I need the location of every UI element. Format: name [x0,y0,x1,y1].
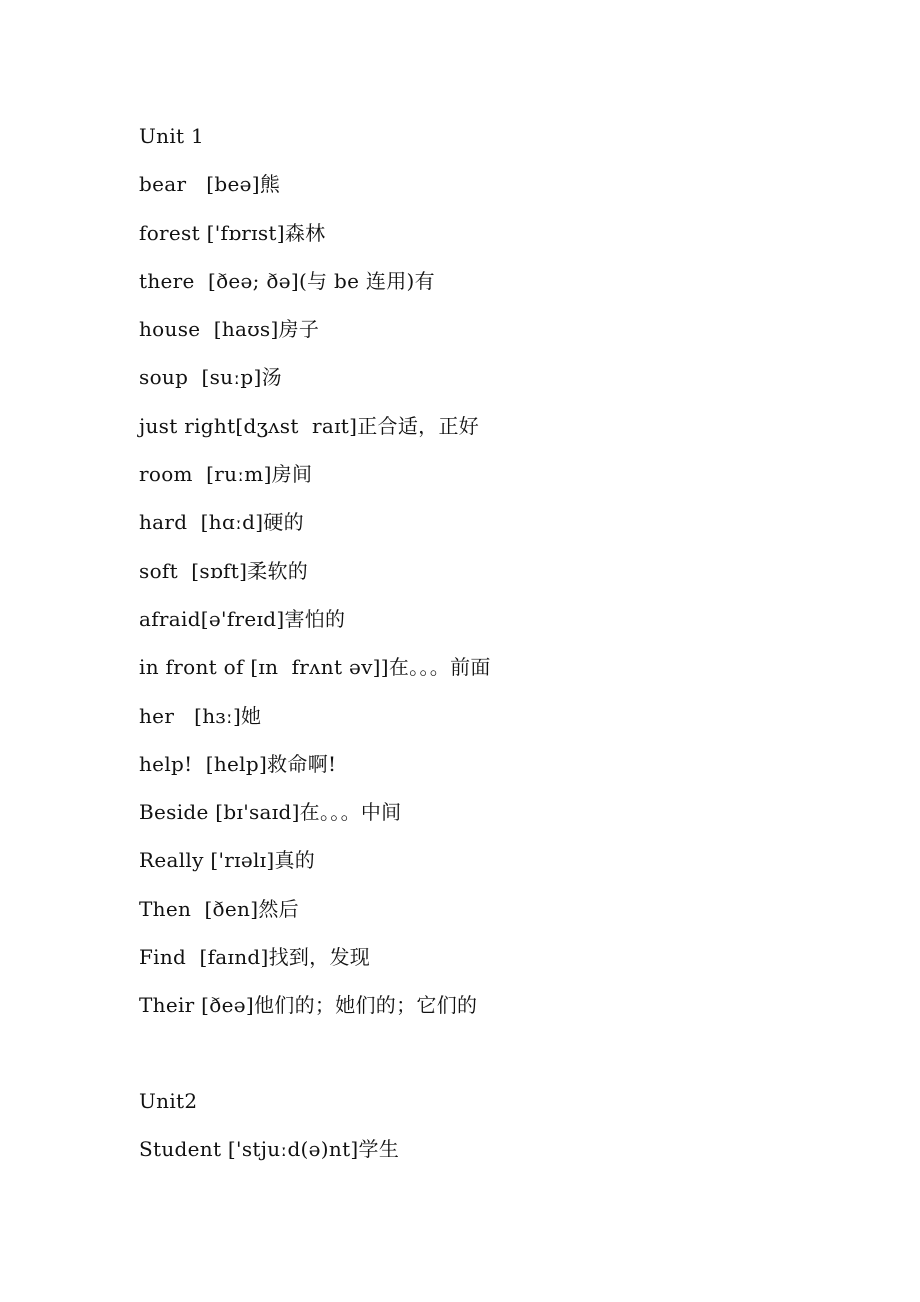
vocab-entry-just-right: just right[dʒʌst raɪt]正合适，正好 [139,413,480,438]
unit-heading: Unit 1 [139,124,205,148]
vocab-entry-student: Student ['stjuːd(ə)nt]学生 [139,1137,400,1162]
vocab-entry-beside: Beside [bɪ'saɪd]在。。。中间 [139,800,402,825]
vocab-entry-really: Really ['rɪəlɪ]真的 [139,848,316,873]
vocab-entry-house: house [haʊs]房子 [139,317,320,342]
unit-2-section [139,1077,839,1174]
vocab-entry-soft: soft [sɒft]柔软的 [139,558,309,583]
unit-1-section [139,112,839,1030]
vocab-entry-find: Find [faɪnd]找到，发现 [139,945,371,970]
vocab-entry-her: her [hɜː]她 [139,703,262,728]
vocab-entry-soup: soup [suːp]汤 [139,365,282,390]
vocab-entry-room: room [ruːm]房间 [139,462,313,487]
vocab-entry-forest: forest ['fɒrɪst]森林 [139,220,326,245]
vocab-entry-help: help! [help]救命啊! [139,751,337,776]
vocab-entry-in-front-of: in front of [ɪn frʌnt əv]]在。。。前面 [139,655,491,680]
vocab-entry-then: Then [ðen]然后 [139,896,299,921]
vocab-entry-bear: bear [beə]熊 [139,172,281,197]
vocab-entry-hard: hard [hɑːd]硬的 [139,510,304,535]
vocab-entry-afraid: afraid[ə'freɪd]害怕的 [139,606,346,631]
unit-heading: Unit2 [139,1089,198,1113]
vocab-entry-there: there [ðeə; ðə](与 be 连用)有 [139,268,435,293]
vocab-entry-their: Their [ðeə]他们的；她们的；它们的 [139,993,478,1018]
